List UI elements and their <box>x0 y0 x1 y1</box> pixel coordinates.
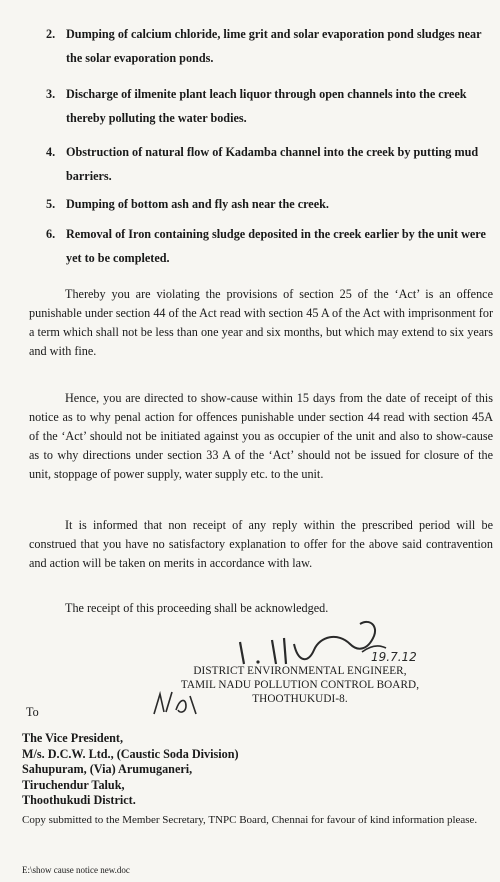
item-number: 5. <box>46 197 56 211</box>
list-item <box>46 22 492 70</box>
item-number: 2. <box>46 27 56 41</box>
item-text: Dumping of calcium chloride, lime grit and solar evaporation pond sludges near the solar evaporation ponds. <box>66 27 482 65</box>
initials-mark <box>150 688 204 718</box>
paragraph-acknowledge: The receipt of this proceeding shall be acknowledged. <box>65 601 329 615</box>
item-number: 6. <box>46 227 56 241</box>
paragraph-offence: Thereby you are violating the provisions of section 25 of the ‘Act’ is an offence punishable under section 44 of the Act read with section 45 A of the Act with imprisonment for a term which shall not be less than one year and six months, but which may extend to six years and with fine. <box>29 287 493 358</box>
item-number: 4. <box>46 145 56 159</box>
item-text: Dumping of bottom ash and fly ash near the creek. <box>66 197 329 211</box>
item-number: 3. <box>46 87 56 101</box>
item-text: Removal of Iron containing sludge deposited in the creek earlier by the unit were yet to be completed. <box>66 227 486 265</box>
copy-note: Copy submitted to the Member Secretary, TNPC Board, Chennai for favour of kind information please. <box>22 814 478 826</box>
list-item <box>46 192 492 216</box>
list-item <box>46 82 492 130</box>
paragraph-non-receipt: It is informed that non receipt of any reply within the prescribed period will be construed that you have no satisfactory explanation to offer for the above said contravention and action will be taken on merits in accordance with law. <box>29 518 493 570</box>
handwritten-date: 19.7.12 <box>371 650 417 664</box>
paragraph-show-cause: Hence, you are directed to show-cause within 15 days from the date of receipt of this notice as to why penal action for offences punishable under section 44 read with section 45A of the ‘Act’ should not be initiated against you as occupier of the unit and also to show-cause as to why directions under section 33 A of the ‘Act’ should not be issued for closure of the unit, stoppage of power supply, water supply etc. to the unit. <box>29 391 493 481</box>
item-text: Obstruction of natural flow of Kadamba channel into the creek by putting mud barriers. <box>66 145 479 183</box>
file-path: E:\show cause notice new.doc <box>22 865 130 875</box>
list-item <box>46 140 492 188</box>
item-text: Discharge of ilmenite plant leach liquor through open channels into the creek thereby polluting the water bodies. <box>66 87 467 125</box>
signatory-title: DISTRICT ENVIRONMENTAL ENGINEER, TAMIL NADU POLLUTION CONTROL BOARD, THOOTHUKUDI-8. <box>180 665 420 705</box>
to-label: To <box>26 705 39 719</box>
recipient-address: The Vice President, M/s. D.C.W. Ltd., (Caustic Soda Division) Sahupuram, (Via) Arumuganeri, Tiruchendur Taluk, Thoothukudi District. <box>22 731 239 807</box>
list-item <box>46 222 492 270</box>
